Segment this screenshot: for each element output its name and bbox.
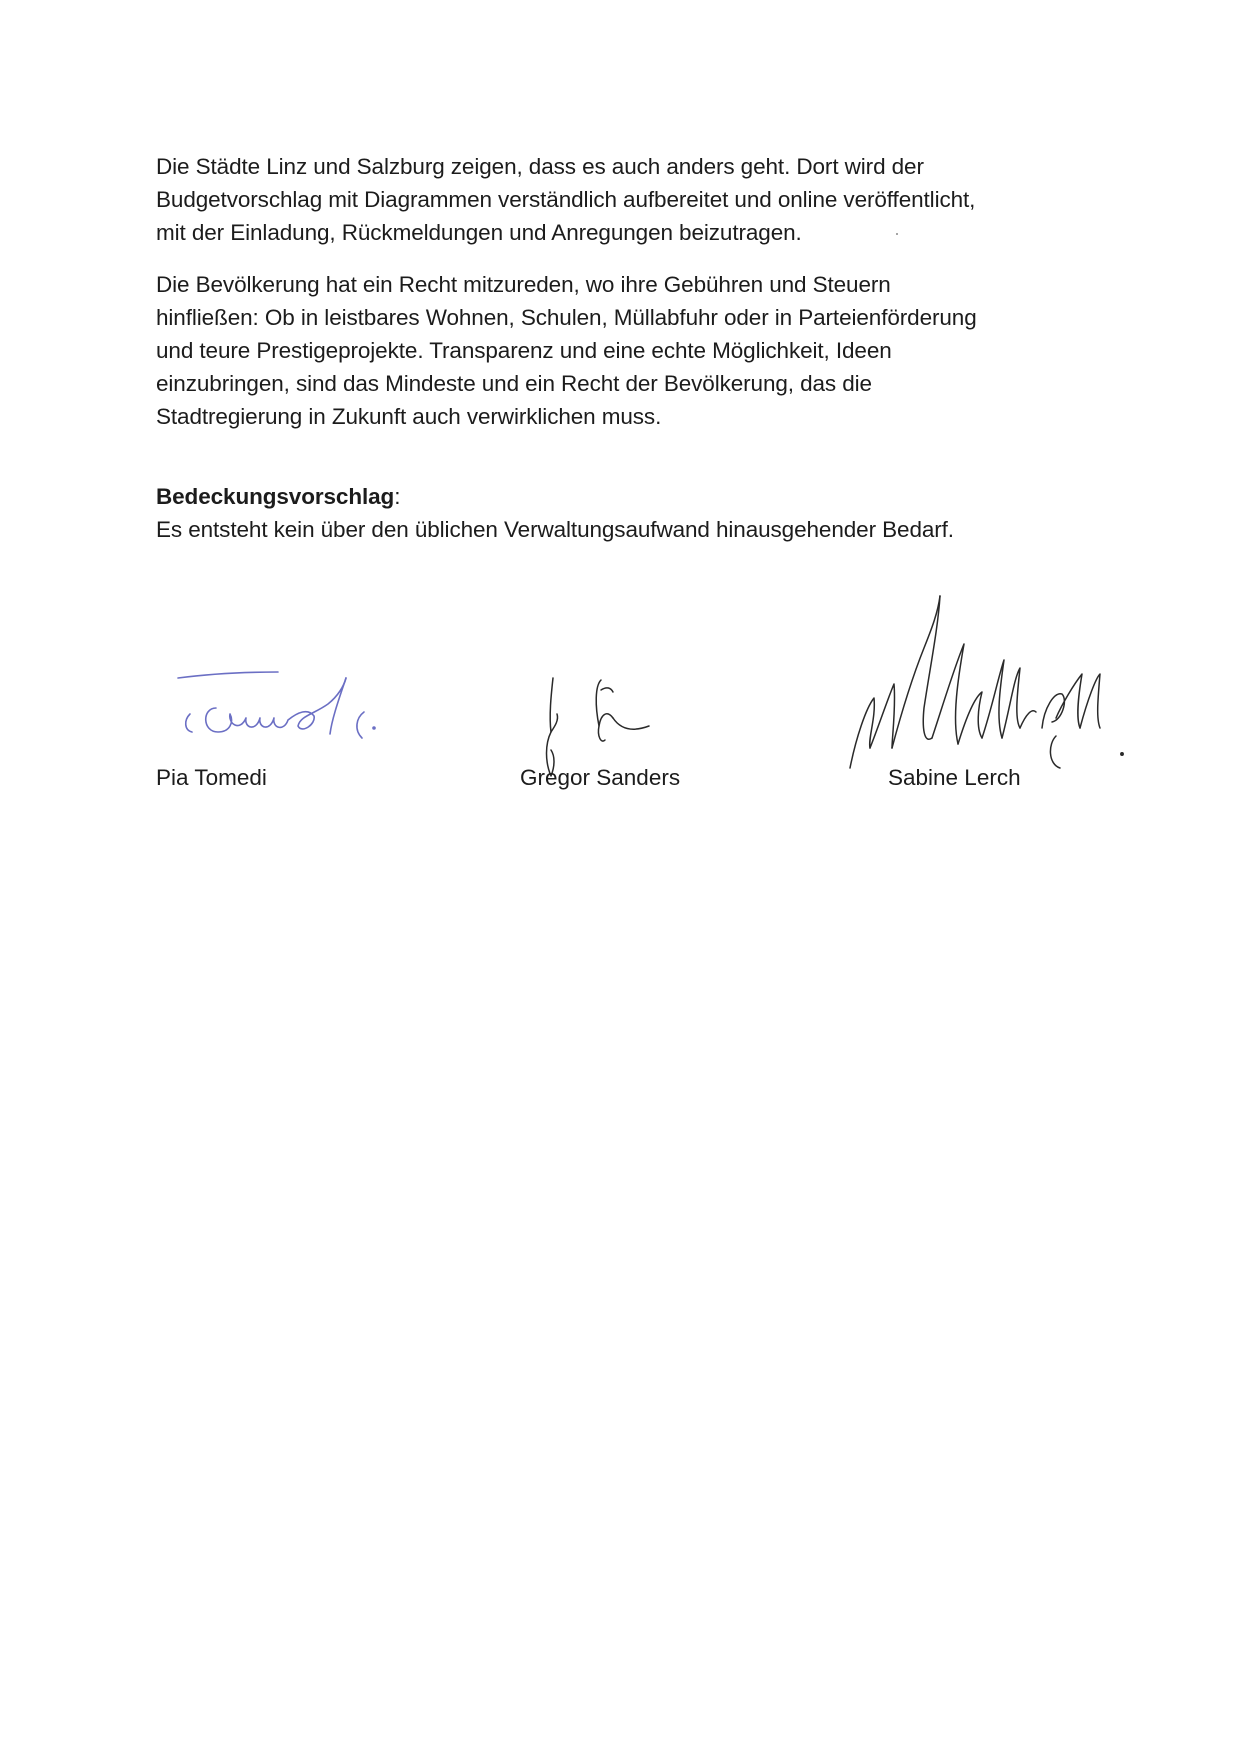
paragraph-line: Stadtregierung in Zukunft auch verwirklichen muss. [156, 404, 662, 429]
paragraph-line: hinfließen: Ob in leistbares Wohnen, Schulen, Müllabfuhr oder in Parteienförderung [156, 305, 977, 330]
cover-heading: Bedeckungsvorschlag [156, 484, 395, 509]
paragraph-line: mit der Einladung, Rückmeldungen und Anregungen beizutragen. [156, 220, 802, 245]
cover-heading-colon: : [394, 484, 401, 509]
paragraph-line: Die Bevölkerung hat ein Recht mitzureden, wo ihre Gebühren und Steuern [156, 272, 891, 297]
signatory-name: Pia Tomedi [156, 765, 267, 790]
scan-speck [896, 233, 898, 235]
paragraph-linz-salzburg [156, 150, 1096, 249]
signatory-name: Gregor Sanders [520, 765, 681, 790]
signature-pia-tomedi [168, 656, 438, 756]
paragraph-line: Budgetvorschlag mit Diagrammen verständlich aufbereitet und online veröffentlicht, [156, 187, 976, 212]
cover-proposal-section [156, 480, 1096, 546]
paragraph-line: und teure Prestigeprojekte. Transparenz und eine echte Möglichkeit, Ideen [156, 338, 892, 363]
signatory-name: Sabine Lerch [888, 765, 1021, 790]
cover-text: Es entsteht kein über den üblichen Verwaltungsaufwand hinausgehender Bedarf. [156, 517, 954, 542]
paragraph-line: einzubringen, sind das Mindeste und ein Recht der Bevölkerung, das die [156, 371, 872, 396]
cover-heading-line [156, 480, 1096, 513]
paragraph-line: Die Städte Linz und Salzburg zeigen, dass es auch anders geht. Dort wird der [156, 154, 924, 179]
paragraph-bevoelkerung [156, 268, 1096, 433]
